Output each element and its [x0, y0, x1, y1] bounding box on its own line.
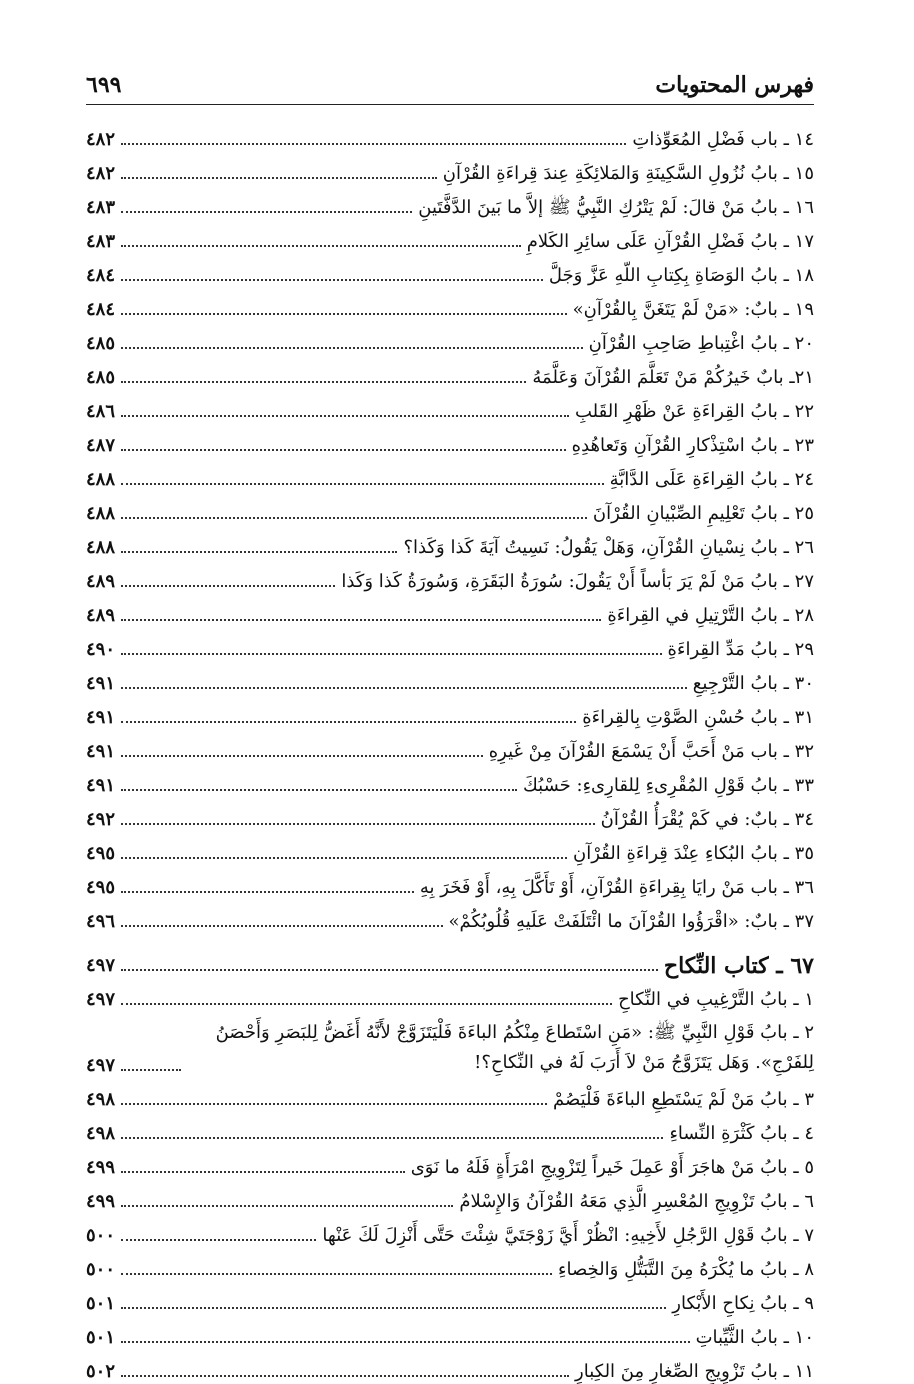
- book-heading: ٦٧ ـ كتاب النِّكاح: [663, 953, 814, 979]
- dot-leader: [121, 1341, 690, 1343]
- toc-entry: [86, 492, 814, 526]
- toc-entry: [86, 356, 814, 390]
- dot-leader: [121, 177, 437, 179]
- table-of-contents: [86, 118, 814, 1384]
- dot-leader: [121, 1273, 552, 1275]
- page-header: [86, 60, 814, 105]
- toc-entry: [86, 1214, 814, 1248]
- dot-leader: [121, 245, 521, 247]
- toc-entry: [86, 628, 814, 662]
- toc-entry-page: ٤٨٨: [86, 469, 116, 490]
- toc-entry-long: [86, 1012, 814, 1078]
- toc-entry-title: ٩ ـ بابُ نِكاحِ الأَبْكارِ: [672, 1293, 814, 1314]
- dot-leader: [121, 381, 526, 383]
- toc-entry-title: ٢٩ ـ بابُ مَدِّ القِراءَةِ: [667, 639, 814, 660]
- toc-entry-title: ٢١ـ بابٌ خَيرُكُمْ مَنْ تَعَلَّمَ القُرْآنَ وَعَلَّمَهُ: [532, 367, 814, 388]
- toc-entry: [86, 866, 814, 900]
- toc-entry-page: ٤٨٢: [86, 163, 116, 184]
- dot-leader: [121, 969, 658, 971]
- toc-entry-page: ٥٠٢: [86, 1361, 116, 1382]
- toc-entry: [86, 220, 814, 254]
- toc-entry: [86, 526, 814, 560]
- toc-entry-title: ٣٠ ـ بابُ التَّرْجِيعِ: [692, 673, 814, 694]
- toc-entry-title: ١٥ ـ بابُ نُزُولِ السَّكِينَةِ وَالمَلائِكَةِ عِندَ قِراءَةِ القُرْآنِ: [442, 163, 814, 184]
- dot-leader: [121, 789, 517, 791]
- toc-entry: [86, 798, 814, 832]
- dot-leader: [121, 687, 687, 689]
- toc-entry: [86, 730, 814, 764]
- toc-section-nikah-2: [86, 1078, 814, 1384]
- toc-entry: [86, 118, 814, 152]
- toc-entry-title: ٢٤ ـ بابُ القِراءَةِ عَلَى الدَّابَّةِ: [609, 469, 814, 490]
- toc-entry: [86, 696, 814, 730]
- dot-leader: [121, 483, 604, 485]
- toc-entry-page: ٤٩٠: [86, 639, 116, 660]
- toc-entry-page: ٤٩٨: [86, 1123, 116, 1144]
- toc-entry-page: ٤٩١: [86, 673, 116, 694]
- toc-entry-page: ٤٩٧: [86, 1055, 116, 1076]
- toc-entry-page: ٤٩١: [86, 741, 116, 762]
- toc-entry-title: ٤ ـ بابُ كَثْرَةِ النِّساءِ: [669, 1123, 814, 1144]
- toc-entry: [86, 322, 814, 356]
- dot-leader: [121, 1003, 612, 1005]
- toc-section-nikah-1: [86, 978, 814, 1012]
- toc-entry-page: ٤٨٨: [86, 503, 116, 524]
- toc-entry-page: ٤٨٥: [86, 333, 116, 354]
- toc-entry-title: ٣١ ـ بابُ حُسْنِ الصَّوْتِ بِالقِراءَةِ: [582, 707, 814, 728]
- toc-section-quran: [86, 118, 814, 934]
- toc-entry: [86, 1248, 814, 1282]
- dot-leader: [121, 823, 595, 825]
- toc-entry-title: ٧ ـ بابُ قَوْلِ الرَّجُلِ لأَخِيهِ: انْظُرْ أَيَّ زَوْجَتَيَّ شِئْتَ حَتَّى أَنْزِلَ لَكَ عَنْها: [322, 1225, 814, 1246]
- dot-leader: [121, 857, 567, 859]
- toc-entry-title: ٢ ـ بابُ قَوْلِ النَّبِيِّ ﷺ: «مَنِ اسْتَطاعَ مِنْكُمُ الباءَةَ فَلْيَتَزَوَّجْ لأَنَّهُ أَغَضُّ لِلبَصَرِ وَأَحْصَنُ لِلفَرْجِ». وَهَل يَتَزَوَّجُ مَنْ لاَ أَرَبَ لَهُ في النِّكاحِ؟!: [215, 1022, 814, 1073]
- toc-entry: [86, 254, 814, 288]
- toc-entry-page: ٤٩٧: [86, 989, 116, 1010]
- dot-leader: [121, 1205, 453, 1207]
- toc-entry-page: ٤٨٤: [86, 265, 116, 286]
- dot-leader: [121, 653, 662, 655]
- toc-entry-title: ١٩ ـ بابٌ: «مَنْ لَمْ يَتَغَنَّ بِالقُرْآنِ»: [572, 299, 814, 320]
- toc-entry-title: ٢٢ ـ بابُ القِراءَةِ عَنْ ظَهْرِ القَلبِ: [574, 401, 814, 422]
- toc-entry-page: ٤٨٩: [86, 571, 116, 592]
- dot-leader: [121, 619, 601, 621]
- toc-entry-title: ٣٥ ـ بابُ البُكاءِ عِنْدَ قِراءَةِ القُرْآنِ: [573, 843, 814, 864]
- toc-entry: [86, 288, 814, 322]
- toc-entry: [86, 764, 814, 798]
- toc-entry: [86, 1078, 814, 1112]
- toc-entry-title: ٣٧ ـ بابٌ: «اقْرَؤُوا القُرْآنَ ما ائْتَلَفَتْ عَلَيهِ قُلُوبُكُمْ»: [448, 911, 814, 932]
- toc-entry: [86, 1350, 814, 1384]
- dot-leader: [121, 1239, 316, 1241]
- toc-entry-page: ٤٩١: [86, 707, 116, 728]
- toc-entry: [86, 1316, 814, 1350]
- toc-entry: [86, 424, 814, 458]
- toc-entry: [86, 390, 814, 424]
- dot-leader: [121, 415, 569, 417]
- dot-leader: [121, 925, 443, 927]
- toc-entry-title: ٢٨ ـ بابُ التَّرْتِيلِ في القِراءَةِ: [607, 605, 814, 626]
- toc-entry-title: ٣٤ ـ بابٌ: في كَمْ يُقْرَأُ القُرْآنُ: [600, 809, 814, 830]
- toc-entry: [86, 900, 814, 934]
- toc-entry-page: ٤٨٦: [86, 401, 116, 422]
- toc-entry: [86, 594, 814, 628]
- dot-leader: [121, 313, 567, 315]
- toc-entry-title: ٨ ـ بابُ ما يُكْرَهُ مِنَ التَّبَتُّلِ وَالخِصاءِ: [558, 1259, 814, 1280]
- toc-entry-title: ١٤ ـ باب فَضْلِ المُعَوِّذاتِ: [632, 129, 814, 150]
- toc-entry-title: ١٠ ـ بابُ الثَّيِّباتِ: [695, 1327, 814, 1348]
- dot-leader: [121, 1307, 666, 1309]
- toc-entry-title: ١٧ ـ بابُ فَضْلِ القُرْآنِ عَلَى سائِرِ الكَلامِ: [526, 231, 814, 252]
- toc-entry-title: ٢٠ ـ بابُ اغْتِباطِ صَاحِبِ القُرْآنِ: [588, 333, 814, 354]
- toc-entry-page: ٥٠١: [86, 1293, 116, 1314]
- dot-leader: [121, 211, 412, 213]
- dot-leader: [121, 721, 576, 723]
- page-number: ٦٩٩: [86, 72, 122, 98]
- toc-entry-title: ٢٣ ـ بابُ اسْتِذْكارِ القُرْآنِ وَتَعاهُدِهِ: [571, 435, 814, 456]
- dot-leader: [121, 347, 583, 349]
- toc-entry: [86, 152, 814, 186]
- dot-leader: [121, 449, 566, 451]
- toc-entry-page: ٤٩٦: [86, 911, 116, 932]
- dot-leader: [121, 517, 587, 519]
- toc-entry-page: ٤٩٩: [86, 1157, 116, 1178]
- toc-entry-title: ٣٢ ـ باب مَنْ أَحَبَّ أَنْ يَسْمَعَ القُرْآنَ مِنْ غَيرِهِ: [488, 741, 814, 762]
- dot-leader: [121, 1069, 181, 1071]
- toc-entry-page: ٤٩٩: [86, 1191, 116, 1212]
- dot-leader: [121, 585, 335, 587]
- toc-entry-title: ١١ ـ بابُ تَزْوِيجِ الصِّغارِ مِنَ الكِبارِ: [575, 1361, 814, 1382]
- toc-entry-title: ٢٦ ـ بابُ نِسْيانِ القُرْآنِ، وَهَلْ يَقُولُ: نَسِيتُ آيَةَ كَذا وَكَذا؟: [403, 537, 814, 558]
- toc-entry-page: ٥٠٠: [86, 1259, 116, 1280]
- dot-leader: [121, 1137, 663, 1139]
- toc-entry-page: ٤٨٩: [86, 605, 116, 626]
- toc-entry-page: ٤٩٥: [86, 843, 116, 864]
- toc-entry: [86, 458, 814, 492]
- toc-entry: [86, 832, 814, 866]
- book-page-number: ٤٩٧: [86, 955, 116, 976]
- book-heading-row: [86, 934, 814, 978]
- toc-entry-page: ٤٩٥: [86, 877, 116, 898]
- toc-entry: [86, 1282, 814, 1316]
- dot-leader: [121, 891, 414, 893]
- toc-entry-page: ٤٩٢: [86, 809, 116, 830]
- toc-entry: [86, 1112, 814, 1146]
- toc-entry-page: ٤٨٣: [86, 197, 116, 218]
- toc-entry: [86, 1146, 814, 1180]
- dot-leader: [121, 551, 397, 553]
- toc-entry-title: ٣٦ ـ باب مَنْ رايَا بِقِراءَةِ القُرْآنِ، أَوْ تَأَكَّلَ بِهِ، أَوْ فَخَرَ بِهِ: [419, 877, 814, 898]
- toc-entry-title: ٢٥ ـ بابُ تَعْلِيمِ الصِّبْيانِ القُرْآنَ: [592, 503, 814, 524]
- toc-entry: [86, 1180, 814, 1214]
- dot-leader: [121, 1375, 569, 1377]
- dot-leader: [121, 279, 543, 281]
- toc-entry: [86, 560, 814, 594]
- toc-entry-page: ٤٨٨: [86, 537, 116, 558]
- dot-leader: [121, 755, 483, 757]
- toc-entry-title: ٢٧ ـ بابُ مَنْ لَمْ يَرَ بَأساً أَنْ يَقُولَ: سُورَةُ البَقَرَةِ، وَسُورَةُ كَذا وَكَذا: [341, 571, 814, 592]
- page-title: فهرس المحتويات: [655, 72, 814, 98]
- toc-entry-page: ٤٨٤: [86, 299, 116, 320]
- toc-entry: [86, 978, 814, 1012]
- toc-entry-page: ٤٨٢: [86, 129, 116, 150]
- toc-entry-page: ٤٨٧: [86, 435, 116, 456]
- toc-entry-page: ٤٩١: [86, 775, 116, 796]
- toc-entry-title: ٣٣ ـ بابُ قَوْلِ المُقْرِىءِ لِلقارِىءِ: حَسْبُكَ: [523, 775, 814, 796]
- toc-entry-page: ٤٩٨: [86, 1089, 116, 1110]
- dot-leader: [121, 143, 626, 145]
- toc-entry-page: ٤٨٣: [86, 231, 116, 252]
- toc-entry-title: ٥ ـ بابُ مَنْ هاجَرَ أَوْ عَمِلَ خَيراً لِتَزْوِيجِ امْرَأَةٍ فَلَهُ ما نَوَى: [410, 1157, 814, 1178]
- toc-entry-title: ٦ ـ بابُ تَزْوِيجِ المُعْسِرِ الَّذِي مَعَهُ القُرْآنُ وَالإِسْلامُ: [459, 1191, 814, 1212]
- toc-entry-title: ٣ ـ بابُ مَنْ لَمْ يَسْتَطِعِ الباءَةَ فَلْيَصُمْ: [553, 1089, 814, 1110]
- dot-leader: [121, 1171, 405, 1173]
- toc-entry-page: ٤٨٥: [86, 367, 116, 388]
- toc-entry-title: ١٦ ـ بابُ مَنْ قالَ: لَمْ يَتْرُكِ النَّبِيُّ ﷺ إلاَّ ما بَينَ الدَّفَّتَينِ: [418, 197, 814, 218]
- toc-entry: [86, 186, 814, 220]
- toc-entry-page: ٥٠١: [86, 1327, 116, 1348]
- toc-entry-page: ٥٠٠: [86, 1225, 116, 1246]
- toc-entry-title: ١ ـ بابُ التَّرْغِيبِ في النِّكاحِ: [618, 989, 814, 1010]
- toc-entry-title: ١٨ ـ بابُ الوَصَاةِ بِكِتابِ اللّهِ عَزَّ وَجَلَّ: [548, 265, 814, 286]
- toc-entry: [86, 662, 814, 696]
- dot-leader: [121, 1103, 547, 1105]
